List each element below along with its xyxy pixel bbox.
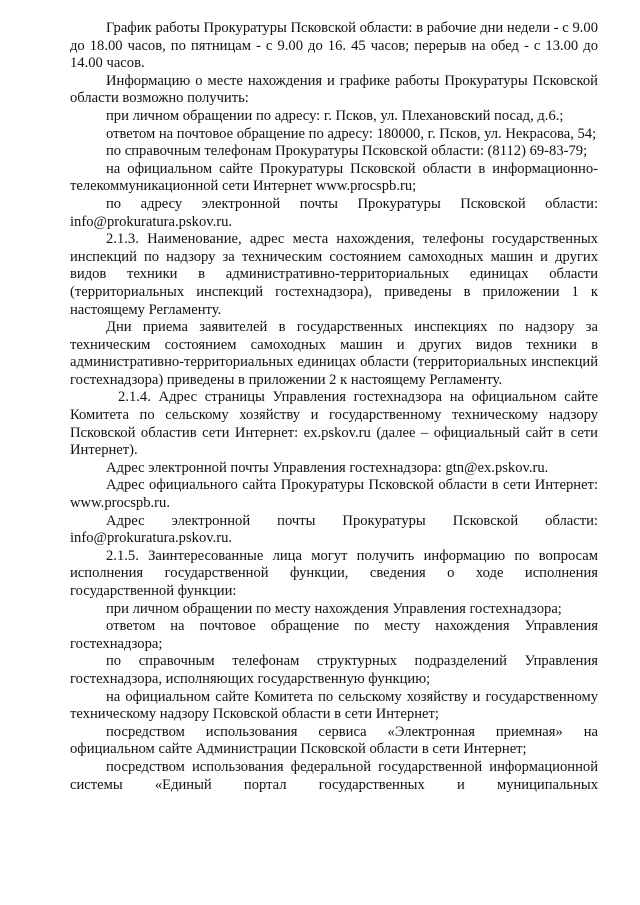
paragraph-personal-visit: при личном обращении по адресу: г. Псков, ул. Плехановский посад, д.6.;: [106, 107, 564, 124]
paragraph-schedule: График работы Прокуратуры Псковской области: в рабочие дни недели - с 9.00 до 18.00 часов, по пятницам - с 9.00 до 16. 45 часов; перерыв на обед - с 13.00 до 14.00 часов.: [70, 20, 598, 72]
paragraph-e-reception: посредством использования сервиса «Электронная приемная» на официальном сайте Администрации Псковской области в сети Интернет;: [70, 723, 598, 758]
paragraph-2-1-5: 2.1.5. Заинтересованные лица могут получить информацию по вопросам исполнения государственной функции, сведения о ходе исполнения государственной функции:: [70, 547, 598, 599]
paragraph-postal-gtn: ответом на почтовое обращение по месту нахождения Управления гостехнадзора;: [70, 618, 598, 652]
paragraph-email: по адресу электронной почты Прокуратуры Псковской области: info@prokuratura.pskov.ru.: [70, 195, 598, 230]
paragraph-prosecutor-email: Адрес электронной почты Прокуратуры Псковской области: info@prokuratura.pskov.ru.: [70, 512, 598, 547]
paragraph-postal: ответом на почтовое обращение по адресу: 180000, г. Псков, ул. Некрасова, 54;: [106, 125, 597, 142]
paragraph-committee-site: на официальном сайте Комитета по сельскому хозяйству и государственному техническому надзору Псковской области в сети Интернет;: [70, 688, 598, 723]
paragraph-phone: по справочным телефонам Прокуратуры Псковской области: (8112) 69-83-79;: [106, 143, 588, 160]
paragraph-gtn-email: Адрес электронной почты Управления гостехнадзора: gtn@ex.pskov.ru.: [106, 459, 549, 476]
paragraph-2-1-3: 2.1.3. Наименование, адрес места нахождения, телефоны государственных инспекций по надзору за техническим состоянием самоходных машин и других видов техники в административно-территориальных единицах области (территориальных инспекций гостехнадзора), приведены в приложении 1 к настоящему Регламенту.: [70, 231, 598, 318]
paragraph-unified-portal: посредством использования федеральной государственной информационной системы «Единый портал государственных и муниципальных: [70, 758, 598, 793]
paragraph-2-1-4: 2.1.4. Адрес страницы Управления гостехнадзора на официальном сайте Комитета по сельскому хозяйству и государственному техническому надзору Псковской областив сети Интернет: ex.pskov.ru (далее – официальный сайт в сети Интернет).: [70, 389, 598, 459]
paragraph-visit-gtn: при личном обращении по месту нахождения Управления гостехнадзора;: [106, 600, 562, 617]
document-page: [70, 20, 598, 794]
paragraph-prosecutor-site: Адрес официального сайта Прокуратуры Псковской области в сети Интернет: www.procspb.ru.: [70, 477, 598, 512]
paragraph-website: на официальном сайте Прокуратуры Псковской области в информационно-телекоммуникационной сети Интернет www.procspb.ru;: [70, 160, 598, 195]
paragraph-phone-gtn: по справочным телефонам структурных подразделений Управления гостехнадзора, исполняющих государственную функцию;: [70, 653, 598, 687]
paragraph-reception-days: Дни приема заявителей в государственных инспекциях по надзору за техническим состоянием самоходных машин и других видов техники в административно-территориальных единицах области (территориальных инспекций гостехнадзора) приведены в приложении 2 к настоящему Регламенту.: [70, 319, 598, 388]
paragraph-info-intro: Информацию о месте нахождения и графике работы Прокуратуры Псковской области возможно получить:: [70, 72, 598, 107]
